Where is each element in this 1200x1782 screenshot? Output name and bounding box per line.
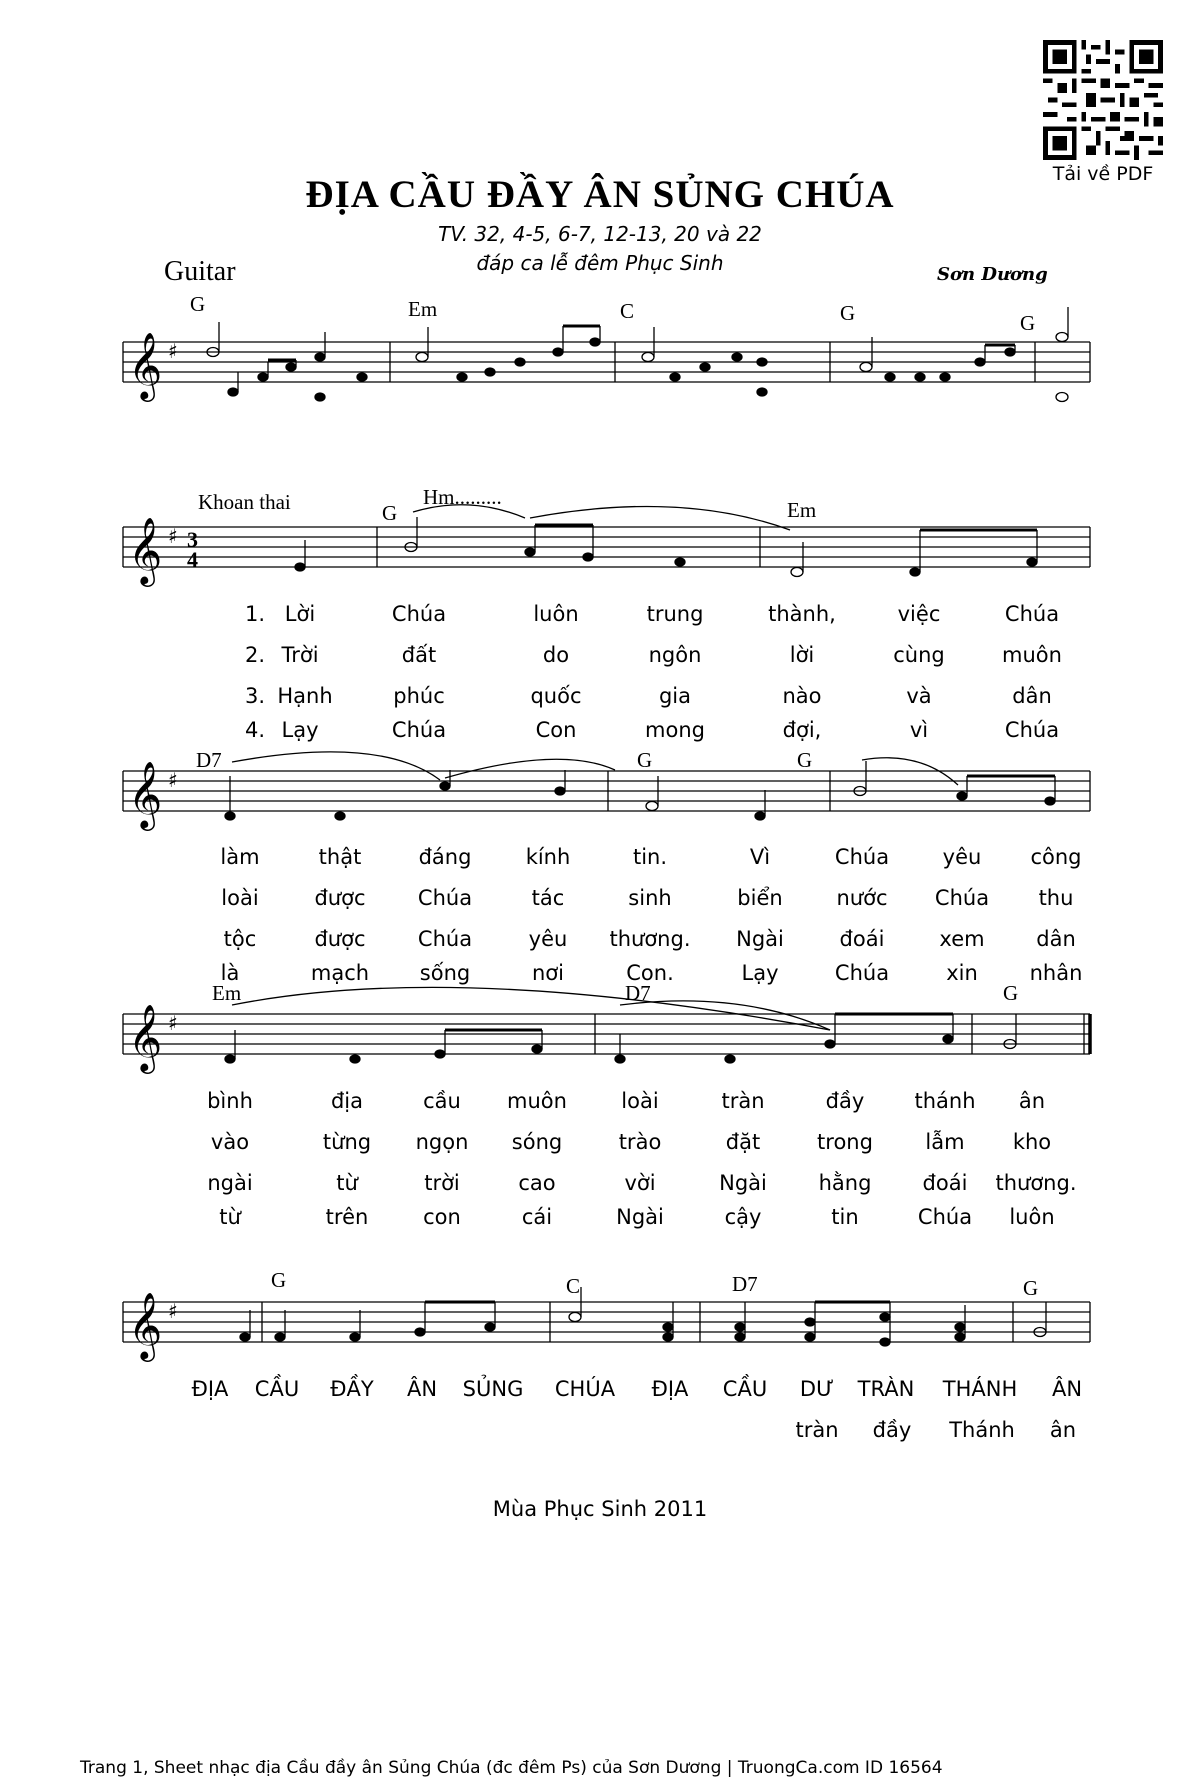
lyric-syllable: cao xyxy=(518,1171,556,1195)
lyric-syllable: kính xyxy=(525,845,571,869)
lyric-syllable: do xyxy=(542,643,570,667)
lyric-syllable: vì xyxy=(909,718,929,742)
treble-clef-icon: 𝄞 xyxy=(128,516,163,584)
lyric-syllable: từ xyxy=(336,1171,358,1195)
lyric-syllable: và xyxy=(906,684,932,708)
lyric-syllable: xem xyxy=(939,927,985,951)
lyric-syllable: luôn xyxy=(1009,1205,1055,1229)
lyric-syllable: nước xyxy=(836,886,888,910)
lyric-syllable: loài xyxy=(221,886,259,910)
lyric-syllable: Lạy xyxy=(281,718,319,742)
lyric-syllable: ÂN xyxy=(1051,1377,1083,1401)
lyric-syllable: tin xyxy=(831,1205,859,1229)
lyric-syllable: ĐỊA xyxy=(191,1377,229,1401)
lyric-syllable: kho xyxy=(1012,1130,1052,1154)
lyric-syllable: đất xyxy=(401,643,437,667)
lyric-syllable: tràn xyxy=(795,1418,839,1442)
chord-symbol: G xyxy=(637,748,653,772)
lyric-syllable: phúc xyxy=(393,684,445,708)
lyric-syllable: dân xyxy=(1036,927,1076,951)
lyric-syllable: cậy xyxy=(724,1205,762,1229)
lyric-syllable: đầy xyxy=(825,1089,865,1113)
song-title: ĐỊA CẦU ĐẦY ÂN SỦNG CHÚA xyxy=(305,173,895,216)
lyric-syllable: 4. xyxy=(244,718,266,742)
lyric-syllable: Lời xyxy=(284,602,316,626)
lyric-syllable: đáng xyxy=(418,845,472,869)
chord-symbol: G xyxy=(797,748,813,772)
lyric-syllable: nào xyxy=(782,684,822,708)
lyric-syllable: cái xyxy=(521,1205,553,1229)
svg-text:3: 3 xyxy=(187,527,198,552)
lyric-syllable: Chúa xyxy=(1004,718,1060,742)
lyric-syllable: lẫm xyxy=(925,1130,965,1154)
chord-symbol: Em xyxy=(408,297,438,321)
lyric-syllable: thật xyxy=(318,845,362,869)
staff-refrain xyxy=(123,1302,1090,1342)
lyric-syllable: được xyxy=(314,886,366,910)
lyric-syllable: Vì xyxy=(749,845,771,869)
lyric-syllable: 2. xyxy=(244,643,266,667)
chord-symbol: G xyxy=(190,292,206,316)
page-footer: Trang 1, Sheet nhạc địa Cầu đầy ân Sủng Chúa (đc đêm Ps) của Sơn Dương | TruongCa.com ID 16564 xyxy=(80,1758,943,1778)
treble-clef-icon: 𝄞 xyxy=(128,331,163,399)
lyric-syllable: mong xyxy=(645,718,705,742)
lyric-syllable: ngọn xyxy=(415,1130,469,1154)
lyric-syllable: đầy xyxy=(872,1418,912,1442)
lyric-syllable: tộc xyxy=(223,927,257,951)
lyric-syllable: gia xyxy=(658,684,692,708)
lyric-syllable: làm xyxy=(220,845,260,869)
lyric-syllable: nhân xyxy=(1029,961,1083,985)
lyric-syllable: nơi xyxy=(532,961,564,985)
lyric-syllable: thánh xyxy=(914,1089,976,1113)
lyric-syllable: Trời xyxy=(281,643,319,667)
lyric-syllable: trên xyxy=(325,1205,369,1229)
lyric-syllable: biển xyxy=(737,886,783,910)
tempo-marking: Khoan thai xyxy=(198,490,291,514)
lyric-syllable: Con xyxy=(535,718,577,742)
chord-symbol: Em xyxy=(212,981,242,1005)
lyric-syllable: CẦU xyxy=(254,1377,300,1401)
chord-symbol: G xyxy=(1003,981,1019,1005)
lyric-syllable: từ xyxy=(219,1205,241,1229)
lyric-syllable: muôn xyxy=(1002,643,1062,667)
lyric-syllable: Chúa xyxy=(1004,602,1060,626)
lyric-syllable: ngài xyxy=(207,1171,253,1195)
lyric-syllable: tin. xyxy=(632,845,668,869)
lyric-syllable: CẦU xyxy=(722,1377,768,1401)
lyric-syllable: công xyxy=(1030,845,1082,869)
lyric-syllable: trời xyxy=(424,1171,460,1195)
lyric-syllable: sinh xyxy=(628,886,672,910)
lyric-syllable: Chúa xyxy=(917,1205,973,1229)
composer-name: Sơn Dương xyxy=(937,264,1048,285)
chord-symbol: D7 xyxy=(196,748,222,772)
lyric-syllable: địa xyxy=(330,1089,364,1113)
lyric-syllable: CHÚA xyxy=(554,1377,616,1401)
lyric-syllable: yêu xyxy=(528,927,568,951)
lyric-syllable: thương. xyxy=(609,927,691,951)
chord-symbol: G xyxy=(840,301,856,325)
lyric-syllable: Chúa xyxy=(391,602,447,626)
lyric-syllable: sống xyxy=(419,961,471,985)
lyric-syllable: SỦNG xyxy=(462,1377,524,1401)
guitar-label: Guitar xyxy=(164,256,236,287)
lyric-syllable: 3. xyxy=(244,684,266,708)
chord-symbol: D7 xyxy=(625,981,651,1005)
svg-text:♯: ♯ xyxy=(168,768,178,792)
lyric-syllable: Ngài xyxy=(736,927,784,951)
chord-symbol: Em xyxy=(787,498,817,522)
psalm-reference: TV. 32, 4-5, 6-7, 12-13, 20 và 22 xyxy=(438,222,762,246)
lyric-syllable: ân xyxy=(1018,1089,1046,1113)
lyric-syllable: muôn xyxy=(507,1089,567,1113)
liturgical-occasion: đáp ca lễ đêm Phục Sinh xyxy=(476,251,724,275)
humming-marking: Hm......... xyxy=(423,485,502,509)
lyric-syllable: Thánh xyxy=(949,1418,1015,1442)
lyric-syllable: Hạnh xyxy=(277,684,333,708)
lyric-syllable: thương. xyxy=(995,1171,1077,1195)
lyric-syllable: dân xyxy=(1012,684,1052,708)
lyric-syllable: trung xyxy=(646,602,704,626)
lyric-syllable: thành, xyxy=(768,602,836,626)
lyric-syllable: Ngài xyxy=(616,1205,664,1229)
lyric-syllable: cầu xyxy=(423,1089,461,1113)
chord-symbol: G xyxy=(382,501,398,525)
lyric-syllable: yêu xyxy=(942,845,982,869)
lyric-syllable: bình xyxy=(207,1089,253,1113)
chord-symbol: C xyxy=(620,299,635,323)
lyric-syllable: DƯ xyxy=(799,1377,835,1401)
lyric-syllable: lời xyxy=(789,643,815,667)
season-year: Mùa Phục Sinh 2011 xyxy=(492,1497,708,1521)
lyric-syllable: Chúa xyxy=(391,718,447,742)
chord-symbol: G xyxy=(1023,1276,1039,1300)
lyric-syllable: quốc xyxy=(530,684,582,708)
chord-symbol: G xyxy=(1020,311,1036,335)
lyric-syllable: ÂN xyxy=(406,1377,438,1401)
lyric-syllable: 1. xyxy=(244,602,266,626)
lyric-syllable: việc xyxy=(897,602,941,626)
treble-clef-icon: 𝄞 xyxy=(128,760,163,828)
lyric-syllable: đoái xyxy=(839,927,885,951)
staff-verse-1 xyxy=(123,527,1090,567)
lyric-syllable: luôn xyxy=(533,602,579,626)
lyric-syllable: ngôn xyxy=(648,643,702,667)
lyric-syllable: cùng xyxy=(893,643,945,667)
svg-text:♯: ♯ xyxy=(168,339,178,363)
lyric-syllable: trào xyxy=(618,1130,662,1154)
lyric-syllable: Chúa xyxy=(834,845,890,869)
svg-text:♯: ♯ xyxy=(168,524,178,548)
lyric-syllable: ân xyxy=(1049,1418,1077,1442)
lyric-syllable: Con. xyxy=(626,961,674,985)
lyric-syllable: Chúa xyxy=(834,961,890,985)
lyric-syllable: đoái xyxy=(922,1171,968,1195)
lyric-syllable: hằng xyxy=(818,1171,872,1195)
lyric-syllable: thu xyxy=(1038,886,1074,910)
lyric-syllable: ĐỊA xyxy=(651,1377,689,1401)
svg-text:♯: ♯ xyxy=(168,1011,178,1035)
lyric-syllable: ĐẦY xyxy=(330,1377,374,1401)
treble-clef-icon: 𝄞 xyxy=(128,1291,163,1359)
lyric-syllable: con xyxy=(423,1205,461,1229)
staff-verse-2 xyxy=(123,771,1090,811)
lyric-syllable: Chúa xyxy=(934,886,990,910)
lyric-syllable: tác xyxy=(531,886,565,910)
download-pdf-link[interactable]: Tải về PDF xyxy=(1052,163,1154,185)
lyric-syllable: Chúa xyxy=(417,927,473,951)
svg-text:4: 4 xyxy=(187,547,198,572)
lyric-syllable: loài xyxy=(621,1089,659,1113)
chord-symbol: G xyxy=(271,1268,287,1292)
svg-text:♯: ♯ xyxy=(168,1299,178,1323)
chord-symbol: C xyxy=(566,1274,581,1298)
lyric-syllable: đợi, xyxy=(782,718,822,742)
lyric-syllable: vời xyxy=(624,1171,656,1195)
lyric-syllable: sóng xyxy=(511,1130,563,1154)
lyric-syllable: vào xyxy=(210,1130,250,1154)
chord-symbol: D7 xyxy=(732,1272,758,1296)
lyric-syllable: Ngài xyxy=(719,1171,767,1195)
lyric-syllable: Lạy xyxy=(741,961,779,985)
lyric-syllable: đặt xyxy=(725,1130,761,1154)
lyric-syllable: mạch xyxy=(310,961,370,985)
lyric-syllable: THÁNH xyxy=(942,1377,1018,1401)
staff-verse-3 xyxy=(123,1014,1090,1054)
lyric-syllable: tràn xyxy=(721,1089,765,1113)
lyric-syllable: được xyxy=(314,927,366,951)
treble-clef-icon: 𝄞 xyxy=(128,1003,163,1071)
lyric-syllable: là xyxy=(220,961,240,985)
lyric-syllable: TRÀN xyxy=(857,1377,915,1401)
lyric-syllable: Chúa xyxy=(417,886,473,910)
lyric-syllable: xin xyxy=(946,961,978,985)
lyric-syllable: trong xyxy=(817,1130,873,1154)
lyric-syllable: từng xyxy=(322,1130,372,1154)
